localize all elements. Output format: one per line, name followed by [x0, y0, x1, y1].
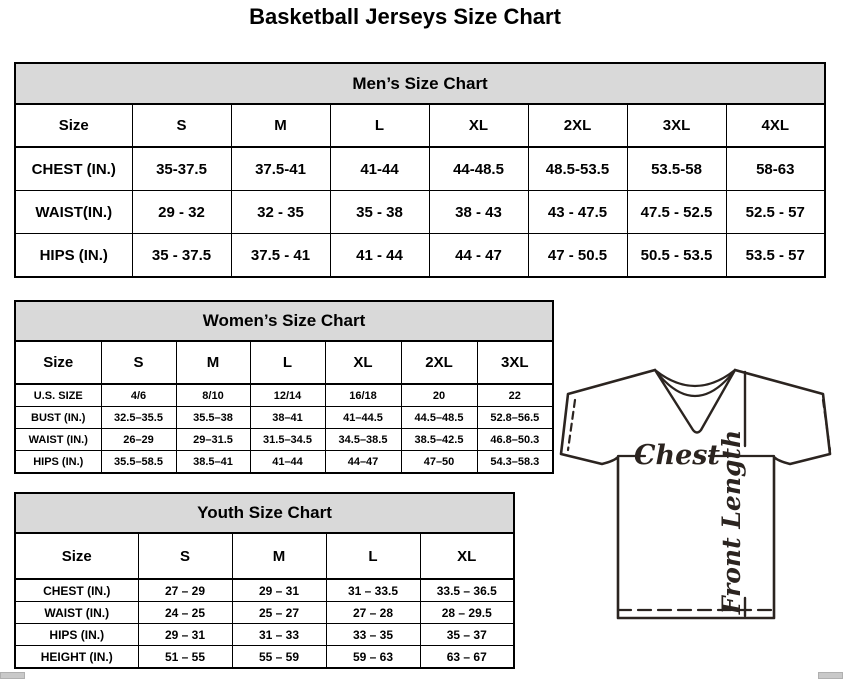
table-row — [15, 602, 514, 624]
table-cell: 35 - 38 — [330, 191, 429, 234]
table-cell: 38 - 43 — [429, 191, 528, 234]
row-label: HIPS (IN.) — [15, 234, 132, 278]
table-row — [15, 63, 825, 104]
column-header: S — [132, 104, 231, 147]
column-header: S — [138, 533, 232, 579]
table-row — [15, 191, 825, 234]
row-label: CHEST (IN.) — [15, 147, 132, 191]
column-header: 3XL — [627, 104, 726, 147]
table-cell: 35 – 37 — [420, 624, 514, 646]
table-row — [15, 429, 553, 451]
table-cell: 25 – 27 — [232, 602, 326, 624]
table-cell: 55 – 59 — [232, 646, 326, 669]
row-label: U.S. SIZE — [15, 384, 101, 407]
table-cell: 50.5 - 53.5 — [627, 234, 726, 278]
scrollbar-left-button[interactable] — [0, 672, 25, 679]
column-header: M — [176, 341, 250, 384]
table-row — [15, 624, 514, 646]
page-title: Basketball Jerseys Size Chart — [249, 4, 561, 29]
table-cell: 31 – 33 — [232, 624, 326, 646]
youth-table-title: Youth Size Chart — [15, 493, 514, 533]
column-header: M — [231, 104, 330, 147]
scrollbar-right-button[interactable] — [818, 672, 843, 679]
table-cell: 35.5–38 — [176, 407, 250, 429]
table-cell: 22 — [477, 384, 553, 407]
table-cell: 46.8–50.3 — [477, 429, 553, 451]
column-header: 2XL — [528, 104, 627, 147]
column-header: XL — [429, 104, 528, 147]
table-cell: 41–44 — [250, 451, 325, 474]
table-cell: 43 - 47.5 — [528, 191, 627, 234]
table-cell: 29–31.5 — [176, 429, 250, 451]
youth-size-table — [14, 492, 515, 669]
womens-table-title: Women’s Size Chart — [15, 301, 553, 341]
table-cell: 35-37.5 — [132, 147, 231, 191]
table-cell: 41–44.5 — [325, 407, 401, 429]
jersey-outline-icon — [556, 360, 843, 632]
table-cell: 8/10 — [176, 384, 250, 407]
table-cell: 38–41 — [250, 407, 325, 429]
table-row — [15, 147, 825, 191]
column-header: XL — [420, 533, 514, 579]
table-cell: 37.5-41 — [231, 147, 330, 191]
table-cell: 32 - 35 — [231, 191, 330, 234]
table-cell: 51 – 55 — [138, 646, 232, 669]
table-cell: 38.5–42.5 — [401, 429, 477, 451]
table-cell: 54.3–58.3 — [477, 451, 553, 474]
column-header: M — [232, 533, 326, 579]
table-cell: 52.5 - 57 — [726, 191, 825, 234]
column-header: L — [250, 341, 325, 384]
table-cell: 12/14 — [250, 384, 325, 407]
row-label: WAIST (IN.) — [15, 429, 101, 451]
table-cell: 41 - 44 — [330, 234, 429, 278]
row-label: WAIST (IN.) — [15, 602, 138, 624]
table-cell: 37.5 - 41 — [231, 234, 330, 278]
table-cell: 27 – 29 — [138, 579, 232, 602]
front-length-label: Front Length — [717, 429, 746, 615]
table-cell: 28 – 29.5 — [420, 602, 514, 624]
column-header: XL — [325, 341, 401, 384]
table-row — [15, 104, 825, 147]
table-cell: 4/6 — [101, 384, 176, 407]
table-cell: 31.5–34.5 — [250, 429, 325, 451]
table-cell: 41-44 — [330, 147, 429, 191]
column-header: L — [330, 104, 429, 147]
table-cell: 63 – 67 — [420, 646, 514, 669]
mens-table-title: Men’s Size Chart — [15, 63, 825, 104]
jersey-measurement-diagram — [556, 360, 843, 632]
table-cell: 33 – 35 — [326, 624, 420, 646]
row-label: CHEST (IN.) — [15, 579, 138, 602]
table-cell: 44.5–48.5 — [401, 407, 477, 429]
table-cell: 26–29 — [101, 429, 176, 451]
table-cell: 29 - 32 — [132, 191, 231, 234]
table-cell: 34.5–38.5 — [325, 429, 401, 451]
row-label: BUST (IN.) — [15, 407, 101, 429]
table-cell: 53.5 - 57 — [726, 234, 825, 278]
table-cell: 31 – 33.5 — [326, 579, 420, 602]
table-cell: 47 - 50.5 — [528, 234, 627, 278]
table-cell: 48.5-53.5 — [528, 147, 627, 191]
table-cell: 35 - 37.5 — [132, 234, 231, 278]
row-label: WAIST(IN.) — [15, 191, 132, 234]
table-row — [15, 384, 553, 407]
column-header: 4XL — [726, 104, 825, 147]
table-row — [15, 407, 553, 429]
column-header: Size — [15, 533, 138, 579]
table-row — [15, 234, 825, 278]
table-row — [15, 301, 553, 341]
table-cell: 59 – 63 — [326, 646, 420, 669]
row-label: HIPS (IN.) — [15, 451, 101, 474]
table-cell: 58-63 — [726, 147, 825, 191]
table-cell: 44–47 — [325, 451, 401, 474]
table-row — [15, 579, 514, 602]
table-cell: 38.5–41 — [176, 451, 250, 474]
table-cell: 35.5–58.5 — [101, 451, 176, 474]
column-header: L — [326, 533, 420, 579]
table-cell: 27 – 28 — [326, 602, 420, 624]
row-label: HEIGHT (IN.) — [15, 646, 138, 669]
column-header: 3XL — [477, 341, 553, 384]
chest-label: Chest — [634, 440, 720, 471]
table-cell: 16/18 — [325, 384, 401, 407]
table-cell: 24 – 25 — [138, 602, 232, 624]
table-cell: 20 — [401, 384, 477, 407]
table-row — [15, 493, 514, 533]
table-cell: 47.5 - 52.5 — [627, 191, 726, 234]
table-cell: 44 - 47 — [429, 234, 528, 278]
column-header: 2XL — [401, 341, 477, 384]
womens-size-table — [14, 300, 554, 474]
table-cell: 29 – 31 — [232, 579, 326, 602]
table-cell: 29 – 31 — [138, 624, 232, 646]
column-header: Size — [15, 104, 132, 147]
table-cell: 53.5-58 — [627, 147, 726, 191]
row-label: HIPS (IN.) — [15, 624, 138, 646]
table-row — [15, 451, 553, 474]
table-row — [15, 341, 553, 384]
table-cell: 44-48.5 — [429, 147, 528, 191]
mens-size-table — [14, 62, 826, 278]
column-header: Size — [15, 341, 101, 384]
table-row — [15, 533, 514, 579]
table-cell: 52.8–56.5 — [477, 407, 553, 429]
table-cell: 47–50 — [401, 451, 477, 474]
table-row — [15, 646, 514, 669]
column-header: S — [101, 341, 176, 384]
table-cell: 33.5 – 36.5 — [420, 579, 514, 602]
table-cell: 32.5–35.5 — [101, 407, 176, 429]
